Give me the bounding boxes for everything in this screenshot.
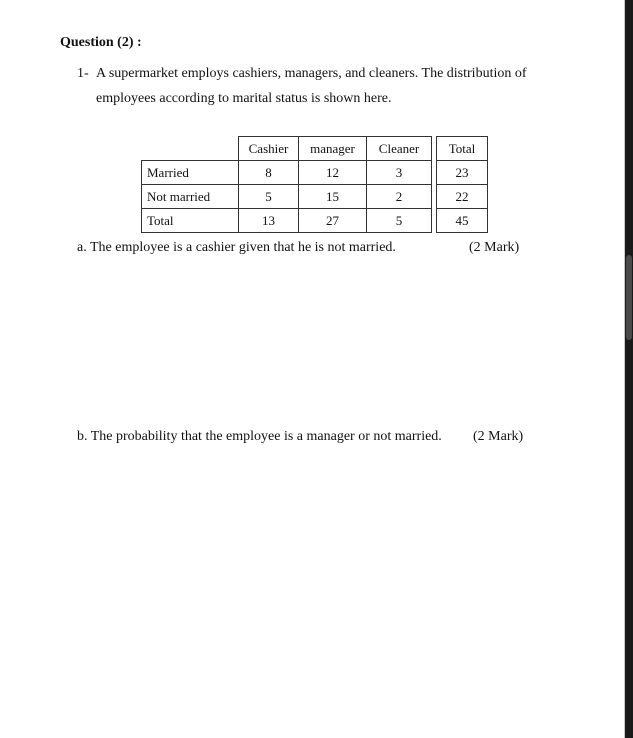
header-cleaner: Cleaner [367, 137, 432, 161]
distribution-table [141, 136, 488, 233]
header-manager: manager [299, 137, 367, 161]
cell-total-total: 45 [437, 209, 488, 233]
intro-line-2: employees according to marital status is shown here. [96, 91, 392, 106]
cell-total-manager: 27 [299, 209, 367, 233]
row-label-married: Married [142, 161, 239, 185]
part-b-text: b. The probability that the employee is a manager or not married. [77, 429, 442, 444]
row-label-total: Total [142, 209, 239, 233]
cell-married-manager: 12 [299, 161, 367, 185]
cell-not-married-cashier: 5 [239, 185, 299, 209]
intro-line-1: A supermarket employs cashiers, managers, and cleaners. The distribution of [96, 66, 527, 81]
row-label-not-married: Not married [142, 185, 239, 209]
cell-total-cashier: 13 [239, 209, 299, 233]
part-a-text: a. The employee is a cashier given that he is not married. [77, 240, 396, 255]
item-number: 1- [77, 66, 89, 81]
table-row [142, 209, 488, 233]
table-row [142, 161, 488, 185]
cell-married-total: 23 [437, 161, 488, 185]
cell-not-married-manager: 15 [299, 185, 367, 209]
scrollbar-thumb[interactable] [626, 255, 632, 340]
question-title: Question (2) : [60, 35, 142, 50]
scrollbar-track[interactable] [625, 0, 633, 738]
header-total: Total [437, 137, 488, 161]
part-a-mark: (2 Mark) [469, 240, 520, 255]
header-blank-cell [142, 137, 239, 161]
cell-married-cashier: 8 [239, 161, 299, 185]
cell-married-cleaner: 3 [367, 161, 432, 185]
cell-total-cleaner: 5 [367, 209, 432, 233]
cell-not-married-total: 22 [437, 185, 488, 209]
header-cashier: Cashier [239, 137, 299, 161]
part-b-mark: (2 Mark) [473, 429, 524, 444]
cell-not-married-cleaner: 2 [367, 185, 432, 209]
table-header-row [142, 137, 488, 161]
table-row [142, 185, 488, 209]
